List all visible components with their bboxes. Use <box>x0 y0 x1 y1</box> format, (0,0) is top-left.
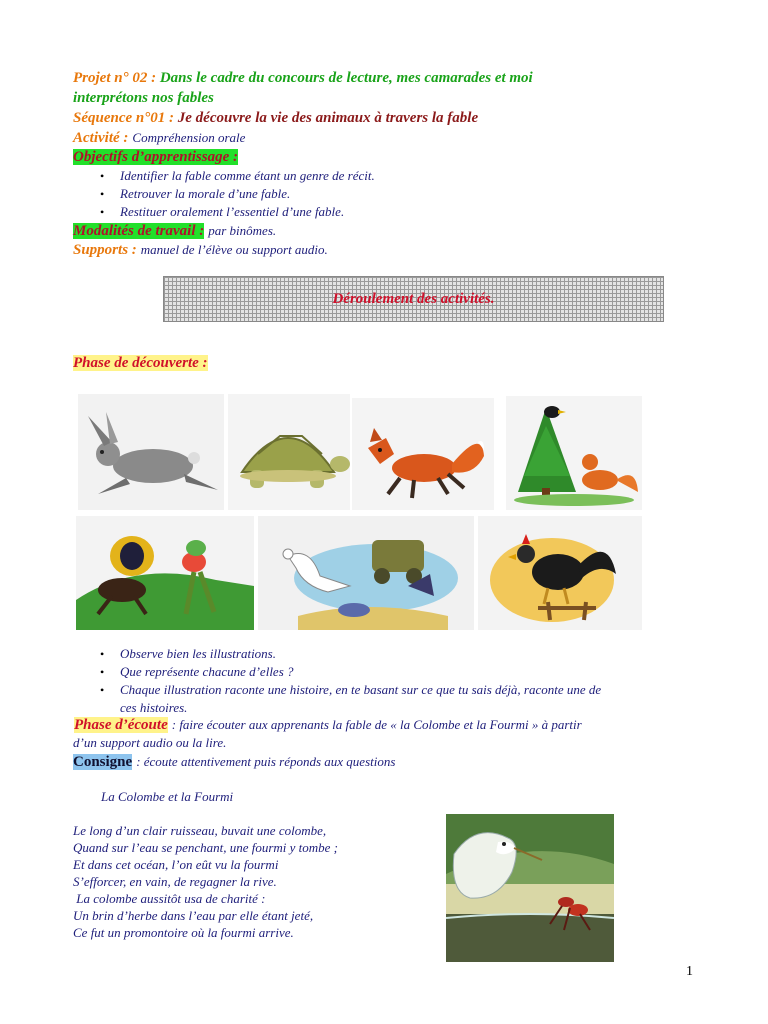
list-item: • Chaque illustration raconte une histoire, en te basant sur ce que tu sais déjà, raconte une de <box>100 681 601 699</box>
poem-line: Ce fut un promontoire où la fourmi arrive. <box>73 925 294 940</box>
questions-list <box>100 645 601 717</box>
list-item: • Que représente chacune d’elles ? <box>100 663 601 681</box>
fable-poem <box>73 822 338 941</box>
supports-text: manuel de l’élève ou support audio. <box>140 242 328 257</box>
sequence-line <box>73 110 478 127</box>
page-number: 1 <box>686 964 693 979</box>
hare-image <box>78 394 224 510</box>
ant-grasshopper-image <box>76 516 254 630</box>
sequence-text: Je découvre la vie des animaux à travers la fable <box>177 110 479 126</box>
sequence-label: Séquence n°01 : <box>73 110 174 126</box>
projet-text: Dans le cadre du concours de lecture, mes camarades et moi <box>159 70 533 86</box>
dove-ant-cart-image <box>258 516 474 630</box>
consigne-text: : écoute attentivement puis réponds aux questions <box>136 754 396 769</box>
dove-ant-image <box>446 814 614 962</box>
supports-label: Supports : <box>73 242 137 258</box>
fox-tree-crow-image <box>506 396 642 510</box>
projet-label: Projet n° 02 : <box>73 70 157 86</box>
phase-ecoute-line-2: d’un support audio ou la lire. <box>73 735 227 750</box>
phase-ecoute-line <box>74 716 582 734</box>
fox-image <box>352 398 494 510</box>
list-item: • Observe bien les illustrations. <box>100 645 601 663</box>
phase-decouverte-label: Phase de découverte : <box>73 355 208 371</box>
list-item: ces histoires. <box>120 700 188 715</box>
modalites-line <box>73 222 276 240</box>
poem-line: Et dans cet océan, l’on eût vu la fourmi <box>73 857 279 872</box>
modalites-text: par binômes. <box>208 223 277 238</box>
objectifs-label: Objectifs d’apprentissage : <box>73 149 238 165</box>
activities-banner <box>163 276 664 322</box>
poem-line: Le long d’un clair ruisseau, buvait une colombe, <box>73 823 327 838</box>
tortoise-image <box>228 394 350 510</box>
projet-text-2: interprétons nos fables <box>73 90 214 106</box>
consigne-label: Consigne <box>73 754 133 770</box>
banner-title: Déroulement des activités. <box>332 290 495 307</box>
consigne-line <box>73 753 395 771</box>
phase-ecoute-text: : faire écouter aux apprenants la fable de « la Colombe et la Fourmi » à partir <box>171 717 582 732</box>
poem-line: Un brin d’herbe dans l’eau par elle étant jeté, <box>73 908 314 923</box>
rooster-image <box>478 516 642 630</box>
list-item: • Restituer oralement l’essentiel d’une fable. <box>100 203 375 221</box>
phase-ecoute-label: Phase d’écoute <box>74 717 168 733</box>
poem-line: Quand sur l’eau se penchant, une fourmi y tombe ; <box>73 840 339 855</box>
list-item: • Identifier la fable comme étant un genre de récit. <box>100 167 375 185</box>
projet-line <box>73 70 533 87</box>
list-item: • Retrouver la morale d’une fable. <box>100 185 375 203</box>
supports-line <box>73 241 328 259</box>
objectifs-list <box>100 167 375 221</box>
activite-label: Activité : <box>73 130 129 146</box>
poem-line: S’efforcer, en vain, de regagner la rive. <box>73 874 277 889</box>
phase-decouverte-heading <box>73 355 208 372</box>
activite-text: Compréhension orale <box>132 130 246 145</box>
fable-title: La Colombe et la Fourmi <box>101 789 234 804</box>
modalites-label: Modalités de travail : <box>73 223 205 239</box>
poem-line: La colombe aussitôt usa de charité : <box>73 891 266 906</box>
objectifs-heading <box>73 149 238 166</box>
projet-line-2 <box>73 90 214 107</box>
activite-line <box>73 129 245 147</box>
